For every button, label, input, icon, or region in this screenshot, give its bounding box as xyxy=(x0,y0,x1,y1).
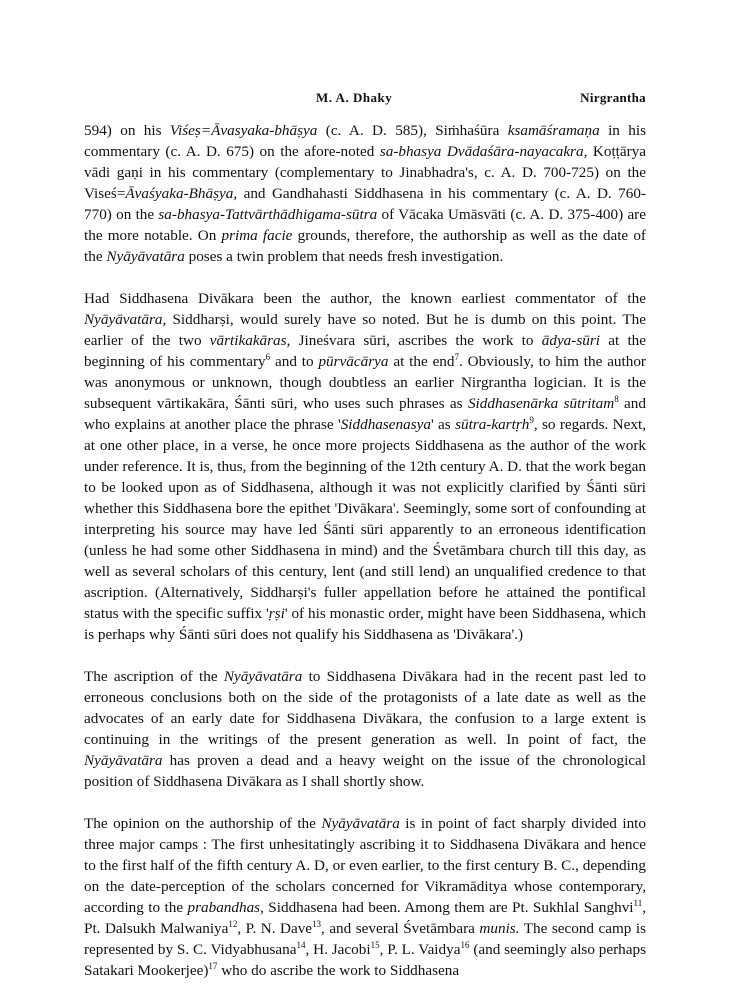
footnote-ref: 14 xyxy=(296,939,306,950)
italic-term: Nyāyāvatāra xyxy=(321,815,400,832)
italic-term: Viśeṣ=Āvasyaka-bhāṣya xyxy=(169,122,318,139)
footnote-ref: 7 xyxy=(454,351,459,362)
text-run: , H. Jacobi xyxy=(305,941,371,958)
text-run: and who explains at another place the phrase ' xyxy=(84,395,646,433)
italic-term: ādya-sūri xyxy=(541,332,600,349)
text-run: Had Siddhasena Divākara been the author, the known earliest commentator of the xyxy=(84,290,646,307)
text-run: , Pt. Dalsukh Malwaniya xyxy=(84,899,646,937)
header-author: M. A. Dhaky xyxy=(316,90,393,105)
italic-term: sa-bhasya-Tattvārthādhigama-sūtra xyxy=(158,206,378,223)
text-run: The opinion on the authorship of the xyxy=(84,815,322,832)
footnote-ref: 15 xyxy=(370,939,380,950)
text-run: at the beginning of his commentary xyxy=(84,332,646,370)
text-run: Siddharṣi, would surely have so noted. But he is dumb on this point. The earlier of the two xyxy=(84,311,646,349)
italic-term: munis. xyxy=(479,920,520,937)
text-run: grounds, therefore, the authorship as well as the date of the xyxy=(84,227,646,265)
footnote-ref: 13 xyxy=(312,918,322,929)
italic-term: Nyāyāvatāra xyxy=(106,248,185,265)
text-run: (and seemingly also perhaps Satakari Mookerjee) xyxy=(84,941,647,979)
italic-term: prima facie xyxy=(221,227,293,244)
text-run: ' of his monastic order, might have been Siddhasena, which is perhaps why Śānti sūri does not qualify his Siddhasena as 'Divākara'.) xyxy=(84,605,646,643)
footnote-ref: 11 xyxy=(633,897,643,908)
paragraph xyxy=(84,666,646,792)
italic-term: Nyāyāvatāra xyxy=(223,668,303,685)
footnote-ref: 6 xyxy=(265,351,271,362)
footnote-ref: 8 xyxy=(614,393,619,404)
italic-term: ksamāśramaṇa xyxy=(507,122,600,139)
text-run: , P. N. Dave xyxy=(237,920,313,937)
italic-term: pūrvācārya xyxy=(318,353,389,370)
text-run: and Gandhahasti Siddhasena in his commentary (c. A. D. 760-770) on the xyxy=(84,185,646,223)
paragraph xyxy=(84,120,646,267)
italic-term: Āvaśyaka-Bhāṣya, xyxy=(125,185,238,202)
text-run: The second camp is represented by S. C. Vidyabhusana xyxy=(84,920,647,958)
text-run: (c. A. D. 585), Siṁhaśūra xyxy=(317,122,508,139)
text-run: The ascription of the xyxy=(84,668,224,685)
footnote-ref: 17 xyxy=(208,960,218,971)
text-run: Jineśvara sūri, ascribes the work to xyxy=(290,332,542,349)
text-run: , so regards. Next, at one other place, in a verse, he once more projects Siddhasena as the author of the work under reference. It is, thus, from the beginning of the 12th century A. D. that the work began to be looked upon as of Siddhasena, although it was not explicitly clarified by Śānti sūri whether this Siddhasena bore the epithet 'Divākara'. Seemingly, some sort of confounding at interpreting his source may have led Śānti sūri apparently to an erroneous identification (unless he had some other Siddhasena in mind) and the Śvetāmbara church till this day, as well as several scholars of this century, lent (and still lend) an unqualified credence to that ascription. (Alternatively, Siddharṣi's fuller appellation before he attained the pontifical status with the specific suffix ' xyxy=(84,416,646,622)
italic-term: sūtra-kartṛh xyxy=(455,416,530,433)
body-text xyxy=(84,120,646,1002)
italic-term: ṛṣi xyxy=(268,605,285,622)
text-run: 594) on his xyxy=(84,122,170,139)
text-run: is in point of fact sharply divided into three major camps : The first unhesitatingly ascribing it to Siddhasena Divākara and hence to the first half of the fifth century A. D, or even earlier, to the first century B. C., depending on the date-perception of the scholars concerned for Vikramāditya whose contemporary, according to the xyxy=(84,815,646,916)
footnote-ref: 16 xyxy=(460,939,470,950)
text-run: at the end xyxy=(388,353,455,370)
text-run: and to xyxy=(270,353,319,370)
text-run: , P. L. Vaidya xyxy=(379,941,461,958)
text-run: to Siddhasena Divākara had in the recent past led to erroneous conclusions both on the side of the protagonists of a late date as well as the advocates of an early date for Siddhasena Divākara, the confusion to a large extent is continuing in the writings of the present generation as well. In point of fact, the xyxy=(84,668,646,748)
header-journal: Nirgrantha xyxy=(580,90,646,105)
italic-term: sa-bhasya Dvādaśāra-nayacakra, xyxy=(379,143,588,160)
paragraph xyxy=(84,813,646,981)
running-header xyxy=(84,90,646,110)
text-run: who do ascribe the work to Siddhasena xyxy=(217,962,460,979)
text-run: ' as xyxy=(430,416,456,433)
italic-term: Siddhasenasya xyxy=(340,416,431,433)
italic-term: Siddhasenārka sūtritam xyxy=(467,395,615,412)
text-run: , and several Śvetāmbara xyxy=(321,920,480,937)
paragraph xyxy=(84,288,646,645)
text-run: has proven a dead and a heavy weight on the issue of the chronological position of Siddhasena Divākara as I shall shortly show. xyxy=(84,752,646,790)
text-run: . Obviously, to him the author was anonymous or unknown, though doubtless an earlier Nirgrantha logician. It is the subsequent vārtikakāra, Śānti sūri, who uses such phrases as xyxy=(84,353,646,412)
italic-term: Nyāyāvatāra, xyxy=(84,311,167,328)
italic-term: vārtikakāras, xyxy=(209,332,291,349)
footnote-ref: 12 xyxy=(228,918,238,929)
text-run: Koṭṭārya vādi gaṇi in his commentary (complementary to Jinabhadra's, c. A. D. 700-725) on the Viseś= xyxy=(84,143,647,202)
text-run: of Vācaka Umāsvāti (c. A. D. 375-400) are the more notable. On xyxy=(84,206,646,244)
footnote-ref: 9 xyxy=(529,414,534,425)
text-run: poses a twin problem that needs fresh investigation. xyxy=(184,248,504,265)
text-run: in his commentary (c. A. D. 675) on the afore-noted xyxy=(84,122,647,160)
text-run: Siddhasena had been. Among them are Pt. Sukhlal Sanghvi xyxy=(263,899,634,916)
italic-term: prabandhas, xyxy=(187,899,264,916)
italic-term: Nyāyāvatāra xyxy=(84,752,163,769)
